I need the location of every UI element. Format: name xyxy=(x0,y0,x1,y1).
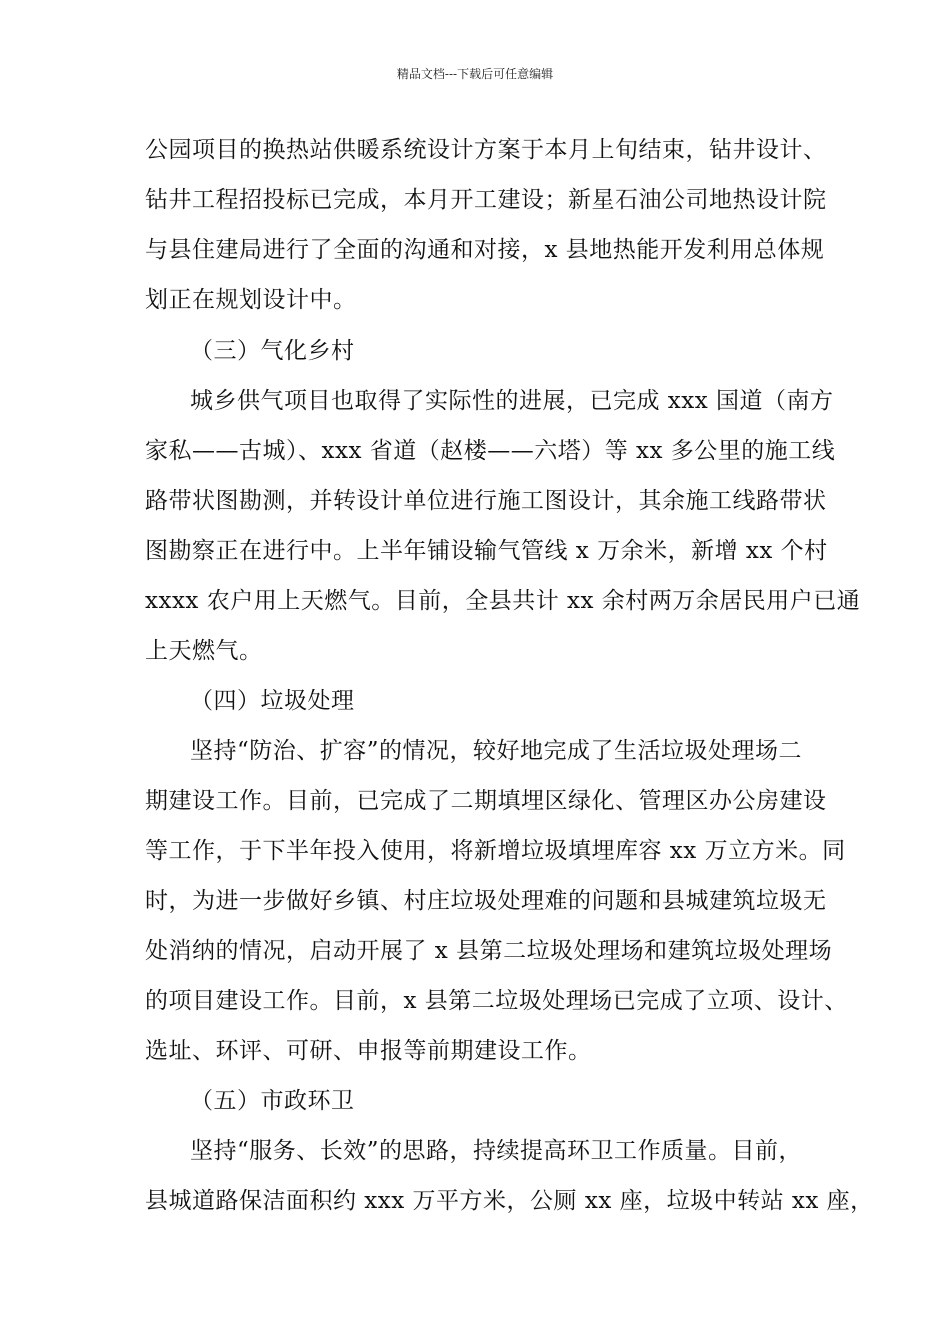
paragraph-line: 上天燃气。 xyxy=(145,638,263,664)
paragraph-line: 公园项目的换热站供暖系统设计方案于本月上旬结束，钻井设计、 xyxy=(145,137,827,163)
paragraph-line: 家私——古城）、xxx 省道（赵楼——六塔）等 xx 多公里的施工线 xyxy=(145,438,836,464)
paragraph-line: 图勘察正在进行中。上半年铺设输气管线 x 万余米，新增 xx 个村 xyxy=(145,538,828,564)
paragraph-line: 城乡供气项目也取得了实际性的进展，已完成 xxx 国道（南方 xyxy=(190,388,834,414)
paragraph-line: 划正在规划设计中。 xyxy=(145,287,357,313)
paragraph-line: 钻井工程招投标已完成，本月开工建设；新星石油公司地热设计院 xyxy=(145,187,827,213)
paragraph-line: 路带状图勘测，并转设计单位进行施工图设计，其余施工线路带状 xyxy=(145,488,827,514)
section-heading: （四）垃圾处理 xyxy=(190,688,355,714)
paragraph-line: xxxx 农户用上天燃气。目前，全县共计 xx 余村两万余居民用户已通 xyxy=(145,588,861,614)
paragraph-line: 坚持“防治、扩容”的情况，较好地完成了生活垃圾处理场二 xyxy=(190,738,803,764)
paragraph-line: 处消纳的情况，启动开展了 x 县第二垃圾处理场和建筑垃圾处理场 xyxy=(145,938,833,964)
paragraph-line: 县城道路保洁面积约 xxx 万平方米，公厕 xx 座，垃圾中转站 xx 座， xyxy=(145,1188,874,1214)
paragraph-line: 坚持“服务、长效”的思路，持续提高环卫工作质量。目前， xyxy=(190,1138,803,1164)
paragraph-line: 的项目建设工作。目前，x 县第二垃圾处理场已完成了立项、设计、 xyxy=(145,988,848,1014)
section-heading: （五）市政环卫 xyxy=(190,1088,355,1114)
paragraph-line: 等工作，于下半年投入使用，将新增垃圾填埋库容 xx 万立方米。同 xyxy=(145,838,846,864)
page-header: 精品文档---下载后可任意编辑 xyxy=(396,67,554,81)
paragraph-line: 时，为进一步做好乡镇、村庄垃圾处理难的问题和县城建筑垃圾无 xyxy=(145,888,827,914)
paragraph-line: 选址、环评、可研、申报等前期建设工作。 xyxy=(145,1038,592,1064)
section-heading: （三）气化乡村 xyxy=(190,338,355,364)
paragraph-line: 期建设工作。目前，已完成了二期填埋区绿化、管理区办公房建设 xyxy=(145,788,827,814)
paragraph-line: 与县住建局进行了全面的沟通和对接，x 县地热能开发利用总体规 xyxy=(145,237,825,263)
